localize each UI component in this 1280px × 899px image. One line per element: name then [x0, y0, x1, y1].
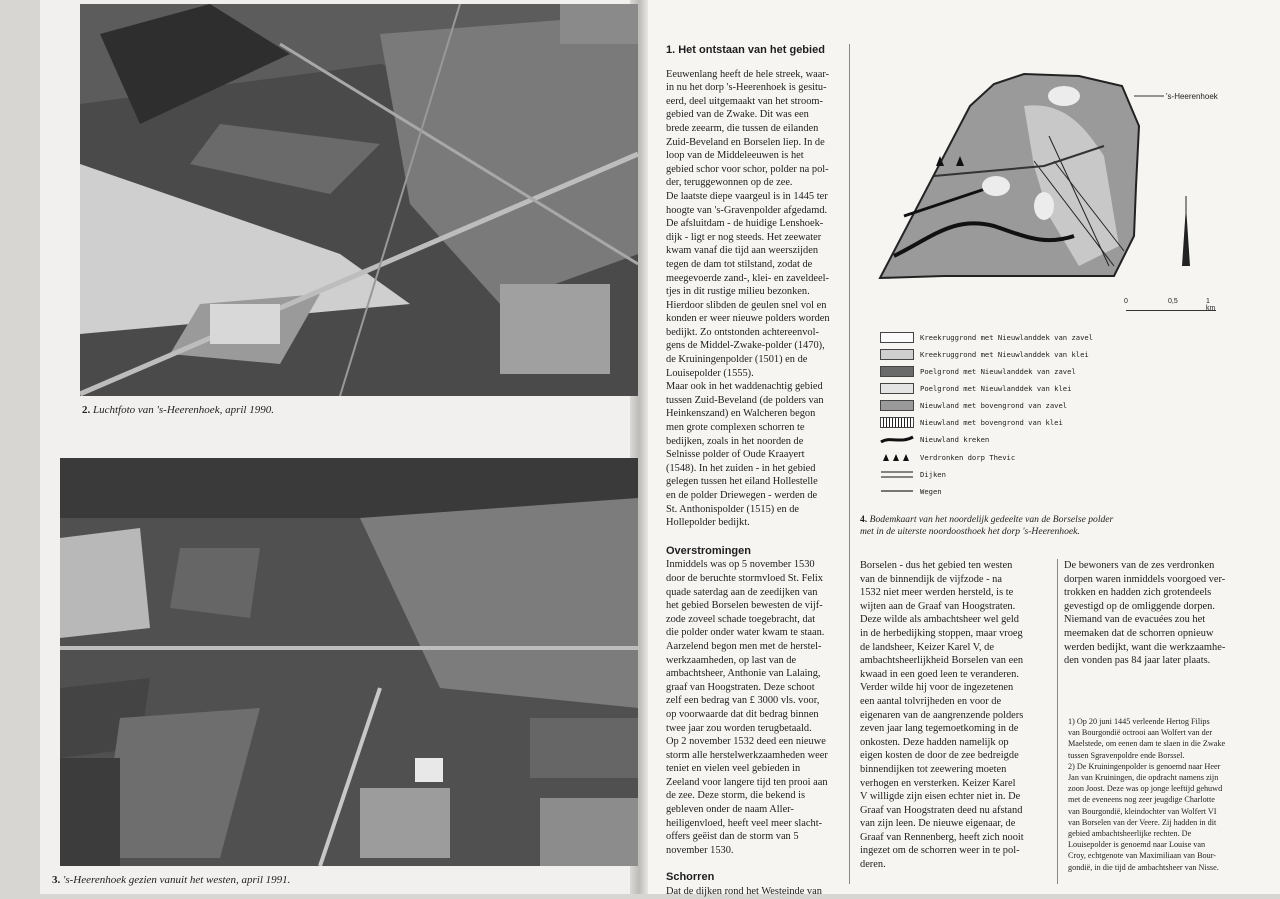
body-text-line: Heinkenszand) en Walcheren begon: [666, 408, 816, 420]
body-text-line: loop van de Middeleeuwen is het: [666, 150, 804, 162]
body-text-line: twee jaar zou worden terugbetaald.: [666, 722, 812, 734]
body-text-line: zelf een bedrag van £ 3000 vls. voor,: [666, 695, 820, 707]
map-scale-bar: [1124, 298, 1220, 316]
body-text-line: gevestigd op de omliggende dorpen.: [1064, 600, 1215, 612]
body-text-line: een aantal tolvrijheden en voor de: [860, 695, 1002, 707]
text-column-3: [1064, 559, 1264, 668]
body-text-line: op voorwaarde dat dit bedrag binnen: [666, 708, 819, 720]
text-column-2: [860, 559, 1056, 872]
section-salt-marshes-body: [666, 885, 846, 899]
footnote-line: Maelstede, om eenen dam te slaen in die Zwake: [1068, 739, 1226, 749]
section-heading-origin: 1. Het ontstaan van het gebied: [666, 44, 825, 56]
body-text-line: Deze wilde als ambachtsheer wel geld: [860, 614, 1019, 626]
body-text-line: Selnisse polder of Oude Kraayert: [666, 449, 805, 461]
body-text-line: der, teruggewonnen op de zee.: [666, 177, 793, 189]
column-divider: [849, 44, 850, 884]
body-text-line: Zeeland voor langere tijd ten prooi aan: [666, 776, 828, 788]
body-text-line: gebied van de Zwake. Dit was een: [666, 109, 809, 121]
body-text-line: die polder onder water kwam te staan.: [666, 627, 825, 639]
body-text-line: gelegen tussen het eiland Hollestelle: [666, 476, 818, 488]
body-text-line: storm alle herstelwerkzaamheden weer: [666, 749, 828, 761]
legend-item: Nieuwland kreken: [880, 434, 989, 445]
footnote-line: 1) Op 20 juni 1445 verleende Hertog Filips: [1068, 717, 1210, 726]
body-text-line: tjes in dit rustige milieu bezonken.: [666, 286, 810, 298]
footnote-line: van Borselen van der Veere. Zij hadden in dit: [1068, 817, 1217, 827]
body-text-line: bedijken, zoals in het noorden de: [666, 435, 804, 447]
body-text-line: zode zoveel schade toegebracht, dat: [666, 613, 816, 625]
body-text-line: kwam vanaf die tijd aan weerszijden: [666, 245, 819, 257]
body-text-line: ingezet om de schorren weer in te pol-: [860, 845, 1020, 857]
body-text-line: kwaad in een goed leen te veranderen.: [860, 668, 1019, 680]
body-text-line: St. Anthonispolder (1515) en de: [666, 503, 800, 515]
body-text-line: en de polder Driewegen - werden de: [666, 490, 818, 501]
section-heading-floods: Overstromingen: [666, 544, 751, 557]
footnote-line: Jan van Kruiningen, die opdracht namens zijn: [1068, 773, 1219, 783]
body-text-line: graaf van Hoogstraten. Deze schoot: [666, 681, 815, 693]
legend-item: Kreekruggrond met Nieuwlanddek van klei: [880, 349, 1089, 360]
body-text-line: gebied schor voor schor, polder na pol-: [666, 163, 829, 175]
aerial-photo-1990: [80, 4, 638, 396]
legend-item: Dijken: [920, 470, 946, 479]
body-text-line: Niemand van de evacuées zou het: [1064, 614, 1206, 626]
map-place-label: 's-Heerenhoek: [1166, 92, 1218, 101]
body-text-line: teniet en vielen veel gebieden in: [666, 763, 801, 775]
body-text-line: werden bedijkt, want die werkzaamhe-: [1064, 641, 1226, 653]
body-text-line: werkzaamheden, op last van de: [666, 654, 797, 666]
text-column-1: [666, 44, 846, 899]
body-text-line: bedijkt. Zo ontstonden achtereenvol-: [666, 326, 819, 338]
body-text-line: door de beruchte stormvloed St. Felix: [666, 572, 823, 584]
footnote-line: Croy, echtgenote van Maximiliaan van Bour-: [1068, 851, 1217, 861]
body-text-line: eigen kosten de door de zee bedreigde: [860, 750, 1019, 762]
body-text-line: ambachtsheer, Anthonie van Lalaing,: [666, 668, 821, 680]
scale-label-1km: 1 km: [1206, 298, 1216, 312]
body-text-line: meemaken dat de schorren opnieuw: [1064, 627, 1214, 639]
body-text-line: den vonden pas 84 jaar later plaats.: [1064, 655, 1211, 667]
body-text-line: van zijn leen. De nieuwe eigenaar, de: [860, 818, 1016, 830]
body-text-line: dijk - ligt er nog steeds. Het zeewater: [666, 231, 822, 243]
body-text-line: dorpen waren inmiddels voorgoed ver-: [1064, 573, 1226, 585]
body-text-line: Eeuwenlang heeft de hele streek, waar-: [666, 68, 830, 80]
body-text-line: onkosten. Deze hadden namelijk op: [860, 736, 1009, 748]
body-text-line: Hollepolder bedijkt.: [666, 517, 750, 529]
section-origin-body: [666, 68, 846, 530]
legend-item: Poelgrond met Nieuwlanddek van klei: [880, 383, 1071, 394]
body-text-line: De bewoners van de zes verdronken: [1064, 560, 1215, 571]
body-text-line: wijten aan de Graaf van Hoogstraten.: [860, 600, 1016, 612]
body-text-line: De afsluitdam - de huidige Lenshoek-: [666, 218, 824, 230]
section-heading-salt-marshes: Schorren: [666, 871, 715, 884]
scale-label-0: 0: [1124, 298, 1128, 305]
body-text-line: verhogen en versterken. Keizer Karel: [860, 777, 1016, 789]
legend-item: Poelgrond met Nieuwlanddek van zavel: [880, 366, 1076, 377]
body-text-line: de Kruiningenpolder (1501) en de: [666, 354, 808, 366]
legend-item: Nieuwland met bovengrond van zavel: [880, 400, 1067, 411]
body-text-line: men grote complexen schorren te: [666, 422, 805, 434]
body-text-line: ambachtsheerlijkheid Borselen van een: [860, 655, 1024, 667]
body-text-line: de zee. Deze storm, die bekend is: [666, 790, 806, 802]
body-text-line: De laatste diepe vaargeul is in 1445 ter: [666, 190, 828, 202]
body-text-line: Hierdoor slibden de geulen snel vol en: [666, 299, 827, 311]
body-text-line: konden er weer nieuwe polders worden: [666, 313, 830, 325]
footnote-line: van Bourgondië octrooi aan Wolfert van der: [1068, 728, 1213, 738]
body-text-line: (1548). In het zuiden - in het gebied: [666, 462, 816, 474]
legend-item: Nieuwland met bovengrond van klei: [880, 417, 1063, 428]
photo-1-caption: 2. Luchtfoto van 's-Heerenhoek, april 1990.: [82, 404, 274, 416]
body-text-line: tegen de dam tot stilstand, zodat de: [666, 258, 813, 270]
footnotes: [1068, 716, 1264, 873]
footnote-line: gondië, in die tijd de ambachtsheer van Nisse.: [1068, 862, 1219, 872]
body-text-line: Inmiddels was op 5 november 1530: [666, 559, 815, 571]
soil-map: [874, 66, 1234, 316]
body-text-line: eigenaren van de aangrenzende polders: [860, 709, 1024, 721]
footnote-line: Louisepolder is genoemd naar Louise van: [1068, 840, 1206, 850]
body-text-line: offers geëist dan de storm van 5: [666, 831, 799, 843]
body-text-line: Dat de dijken rond het Westeinde van: [666, 886, 822, 898]
body-text-line: Verder wilde hij voor de ingezetenen: [860, 682, 1014, 694]
body-text-line: meegevoerde zand-, klei- en zaveldeel-: [666, 272, 829, 284]
body-text-line: tussen Zuid-Beveland (de polders van: [666, 394, 824, 406]
body-text-line: gens de Middel-Zwake-polder (1470),: [666, 340, 825, 352]
body-text-line: Zuid-Beveland en Borselen liep. In de: [666, 136, 825, 148]
section-floods-body: [666, 558, 846, 857]
map-caption: 4. Bodemkaart van het noordelijk gedeelte van de Borselse polder met in de uiterste noordoosthoek het dorp 's-Heerenhoek.: [860, 514, 1114, 537]
column-divider-2: [1057, 559, 1058, 884]
body-text-line: de landsheer, Keizer Karel V, de: [860, 641, 994, 653]
legend-item: Verdronken dorp Thevic: [880, 452, 1015, 463]
footnote-line: van Bourgondië, kleindochter van Wolfert VI: [1068, 806, 1217, 816]
footnote-line: tussen Sgravenpoldre ende Borssel.: [1068, 750, 1185, 760]
body-text-line: brede zeearm, die tussen de eilanden: [666, 122, 819, 134]
photo-2-caption: 3. 's-Heerenhoek gezien vanuit het westen, april 1991.: [52, 874, 291, 886]
body-text-line: 1532 niet meer werden hersteld, is te: [860, 587, 1014, 599]
body-text-line: hoogte van 's-Gravenpolder afgedamd.: [666, 204, 828, 216]
scale-label-half: 0,5: [1168, 298, 1178, 305]
footnote-line: 2) De Kruiningenpolder is genoemd naar Heer: [1068, 761, 1221, 771]
body-text-line: trokken en hadden zich grotendeels: [1064, 587, 1212, 599]
body-text-line: eerd, deel uitgemaakt van het stroom-: [666, 95, 823, 107]
body-text-line: zeven jaar lang tegemoetkoming in de: [860, 723, 1019, 735]
scale-bar-line: [1126, 310, 1216, 311]
body-text-line: van de binnendijk de vijfzode - na: [860, 573, 1002, 585]
body-text-line: V willigde zijn eisen echter niet in. De: [860, 791, 1021, 803]
body-text-line: in nu het dorp 's-Heerenhoek is gesitu-: [666, 82, 827, 94]
body-text-line: Borselen - dus het gebied ten westen: [860, 560, 1013, 571]
body-text-line: binnendijken tot zeewering moeten: [860, 763, 1007, 775]
body-text-line: Aarzelend begon men met de herstel-: [666, 640, 822, 652]
footnote-line: zoon Joost. Deze was op jonge leeftijd gehuwd: [1068, 784, 1223, 794]
aerial-photo-1991: [60, 458, 638, 866]
body-text-line: Maar ook in het waddenachtig gebied: [666, 381, 823, 393]
body-text-line: Op 2 november 1532 deed een nieuwe: [666, 736, 826, 748]
body-text-line: Louisepolder (1555).: [666, 367, 754, 379]
body-text-line: gebleven onder de naam Aller-: [666, 804, 794, 816]
footnote-line: gebied ambachtsheerlijke rechten. De: [1068, 829, 1192, 839]
body-text-line: deren.: [860, 859, 886, 871]
legend-item: Wegen: [920, 487, 942, 496]
body-text-line: heiligenvloed, heeft veel meer slacht-: [666, 817, 823, 829]
legend-item: Kreekruggrond met Nieuwlanddek van zavel: [880, 332, 1093, 343]
body-text-line: november 1530.: [666, 844, 734, 856]
body-text-line: in de herbedijking stoppen, maar vroeg: [860, 627, 1023, 639]
footnote-line: met de eveneens nog zeer jeugdige Charlotte: [1068, 795, 1215, 805]
body-text-line: het gebied Borselen bewesten de vijf-: [666, 600, 823, 612]
body-text-line: Graaf van Hoogstraten deed nu afstand: [860, 804, 1023, 816]
body-text-line: quade saterdag aan de zeedijken van: [666, 586, 818, 598]
body-text-line: Graaf van Rennenberg, heeft zich nooit: [860, 831, 1024, 843]
